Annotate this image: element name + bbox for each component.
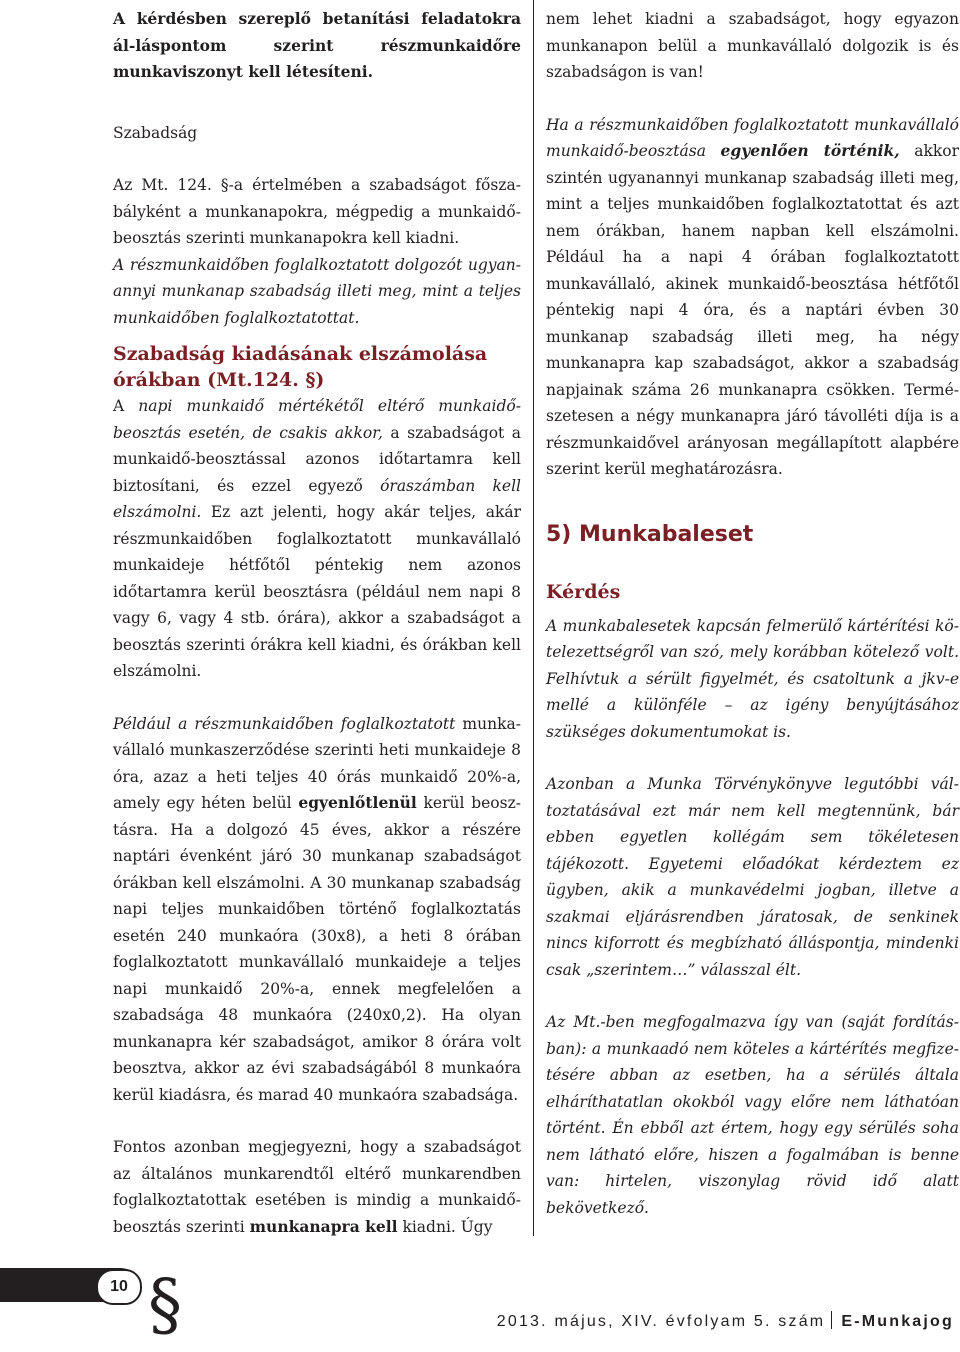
question-paragraph-1: A munkabalesetek kapcsán felmerülő kártérítési kötelezettségről van szó, mely korábban kötelező volt. Felhívtuk a sérült figyelmét, és csatoltunk a jkv-e mellé a különféle – az igény benyújtásához szükséges dokumentumokat is. xyxy=(546,616,959,741)
footer-separator xyxy=(831,1311,832,1329)
question-paragraph-3: Az Mt.-ben megfogalmazva így van (saját fordításban): a munkaadó nem köteles a kártérítés megfizetésére abban az esetben, ha a sérülés általa elháríthatatlan okokból vagy előre nem láthatóan történt. Én ebből azt értem, hogy egy sérülés soha nem látható előre, hiszen a fogalmában is benne van: hirtelen, viszonylag rövid idő alatt bekövetkező. xyxy=(546,1013,959,1217)
heading-szabadsag: Szabadság xyxy=(113,123,198,142)
heading-kerdes: Kérdés xyxy=(546,580,621,603)
column-divider xyxy=(533,0,534,1236)
paragraph-reszmunkaido: A részmunkaidőben foglalkoztatott dolgozót ugyanannyi munkanap szabadság illeti meg, mint a teljes munkaidőben foglalkoztatottat. xyxy=(113,255,521,327)
magazine-name: E-Munkajog xyxy=(841,1313,954,1330)
subheading-elszamolas: Szabadság kiadásának elszámolása órákban (Mt.124. §) xyxy=(113,343,488,391)
section-sign-icon: § xyxy=(148,1266,182,1345)
page-number: 10 xyxy=(96,1269,142,1305)
section-munkabaleset: 5) Munkabaleset xyxy=(546,521,754,547)
paragraph-egyazon-munkanap: nem lehet kiadni a szabadságot, hogy egyazon munkanapon belül a munkavállaló dolgozik is és szabadságon is van! xyxy=(546,10,959,81)
left-column xyxy=(113,0,521,1240)
right-column xyxy=(546,0,959,1221)
paragraph-oraban: A napi munkaidő mértékétől eltérő munkaidő-beosztás esetén, de csakis akkor, a szabadságot a munkaidő-beosztással azonos időtartamra kell biztosítani, és ezzel egyező óraszámban kell elszámolni. Ez azt jelenti, hogy akár teljes, akár részmunkaidőben foglalkoztatott munkavállaló munkaideje hétfőtől péntekig nem azonos időtartamra kerül beosztásra (például nem napi 8 vagy 6, vagy 4 stb. órára), akkor a szabadságot a beosztás szerinti órákra kell kiadni, és órákban kell elszámolni. xyxy=(113,397,521,680)
paragraph-egyenloen: Ha a részmunkaidőben foglalkoztatott munkavállaló munkaidő-beosztása egyenlően történik, akkor szintén ugyanannyi munkanap szabadság illeti meg, mint a teljes munkaidőben foglalkoztatottat és azt nem órákban, hanem napban kell elszámolni. Például ha a napi 4 órában foglalkoztatott munkavállaló, akinek munkaidő-beosztása hétfőtől péntekig napi 4 óra, és a naptári évben 30 munkanap szabadság illeti meg, ha négy munkanapra kap szabadságot, akkor a szabadság napjainak száma 26 munkanapra csökken. Természetesen a négy munkanapra járó távolléti díja is a részmunkaidővel arányosan megállapított alapbére szerint kerül meghatározásra. xyxy=(546,115,959,478)
paragraph-pelda: Például a részmunkaidőben foglalkoztatott munkavállaló munkaszerződése szerinti heti munkaideje 8 óra, azaz a heti teljes 40 órás munkaidő 20%-a, amely egy héten belül egyenlőtlenül kerül beosztásra. Ha a dolgozó 45 éves, akkor a részére naptári évenként járó 30 munkanap szabadságot órákban kell elszámolni. A 30 munkanap szabadság napi teljes munkaidőben történő foglalkoztatás esetén 240 munkaóra (30x8), a heti 8 órában foglalkoztatott munkavállaló munkaideje a teljes napi munkaidő 20%-a, ennek megfelelően a szabadsága 48 munkaóra (240x0,2). Ha olyan munkanapra kér szabadságot, amikor 8 órára volt beosztva, akkor az évi szabadságából 8 munkaóra kerül kiadásra, és marad 40 munkaóra szabadsága. xyxy=(113,714,521,1104)
paragraph-mt124: Az Mt. 124. §-a értelmében a szabadságot főszabályként a munkanapokra, mégpedig a munkaidőbeosztás szerinti munkanapokra kell kiadni. xyxy=(113,176,521,247)
question-paragraph-2: Azonban a Munka Törvénykönyve legutóbbi változtatásával ezt már nem kell megtennünk, bár ebben egyetlen kollégám sem tökéletesen tájékozott. Egyetemi előadókat kérdeztem ez ügyben, akik a munkavédelmi jogban, illetve a szakmai eljárásrendben járatosak, de senkinek nincs kiforrott és megbízható álláspontja, mindenki csak „szerintem…” válasszal élt. xyxy=(546,775,959,979)
issue-label: 2013. május, XIV. évfolyam 5. szám xyxy=(496,1313,826,1330)
lead-answer: A kérdésben szereplő betanítási feladatokra ál-láspontom szerint részmunkaidőre munkaviszonyt kell létesíteni. xyxy=(113,9,521,81)
footer-issue-info xyxy=(497,1311,954,1331)
paragraph-fontos: Fontos azonban megjegyezni, hogy a szabadságot az általános munkarendtől eltérő munkarendben foglalkoztatottak esetében is mindig a munkaidőbeosztás szerinti munkanapra kell kiadni. Úgy xyxy=(113,1138,521,1236)
